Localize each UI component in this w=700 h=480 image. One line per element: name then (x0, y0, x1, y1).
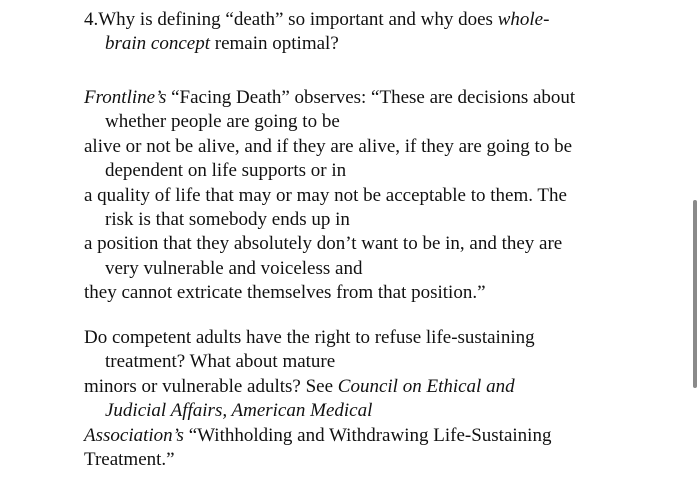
paragraph-text: minors or vulnerable adults? See (84, 375, 338, 397)
question-text: remain optimal? (210, 33, 339, 55)
paragraph-line: dependent on life supports or in (105, 160, 347, 182)
rights-paragraph (84, 326, 684, 472)
paragraph-line: alive or not be alive, and if they are alive, if they are going to be (84, 135, 573, 157)
question-text: 4.Why is defining “death” so important and why does (84, 9, 498, 30)
paragraph-text: “Withholding and Withdrawing Life-Sustaining (183, 424, 552, 446)
paragraph-line (84, 375, 684, 399)
paragraph-line: Do competent adults have the right to refuse life-sustaining (84, 327, 535, 348)
paragraph-line (84, 399, 684, 423)
question-emphasis: whole- (497, 9, 550, 30)
paragraph-line: Treatment.” (84, 449, 175, 471)
quote-paragraph (84, 86, 684, 306)
paragraph-line: very vulnerable and voiceless and (105, 257, 363, 279)
paragraph-line (84, 424, 684, 448)
paragraph-line: a position that they absolutely don’t want to be in, and they are (84, 233, 563, 255)
question-line (84, 32, 684, 56)
question-line (84, 8, 684, 32)
paragraph-line: whether people are going to be (105, 111, 340, 133)
vertical-scrollbar[interactable] (693, 200, 697, 388)
question-emphasis: brain concept (105, 33, 211, 55)
paragraph-line: risk is that somebody ends up in (105, 209, 350, 231)
reference-title: Association’s (84, 424, 184, 446)
paragraph-text: “Facing Death” observes: “These are decisions about (166, 87, 576, 108)
paragraph-line: a quality of life that may or may not be acceptable to them. The (84, 184, 567, 206)
question-heading (84, 8, 684, 57)
paragraph-line (84, 86, 684, 110)
source-title: Frontline’s (84, 87, 167, 108)
paragraph-line: they cannot extricate themselves from that position.” (84, 282, 486, 304)
paragraph-line: treatment? What about mature (105, 351, 336, 373)
reference-title: Council on Ethical and (337, 375, 515, 397)
reference-title: Judicial Affairs, American Medical (105, 400, 373, 422)
